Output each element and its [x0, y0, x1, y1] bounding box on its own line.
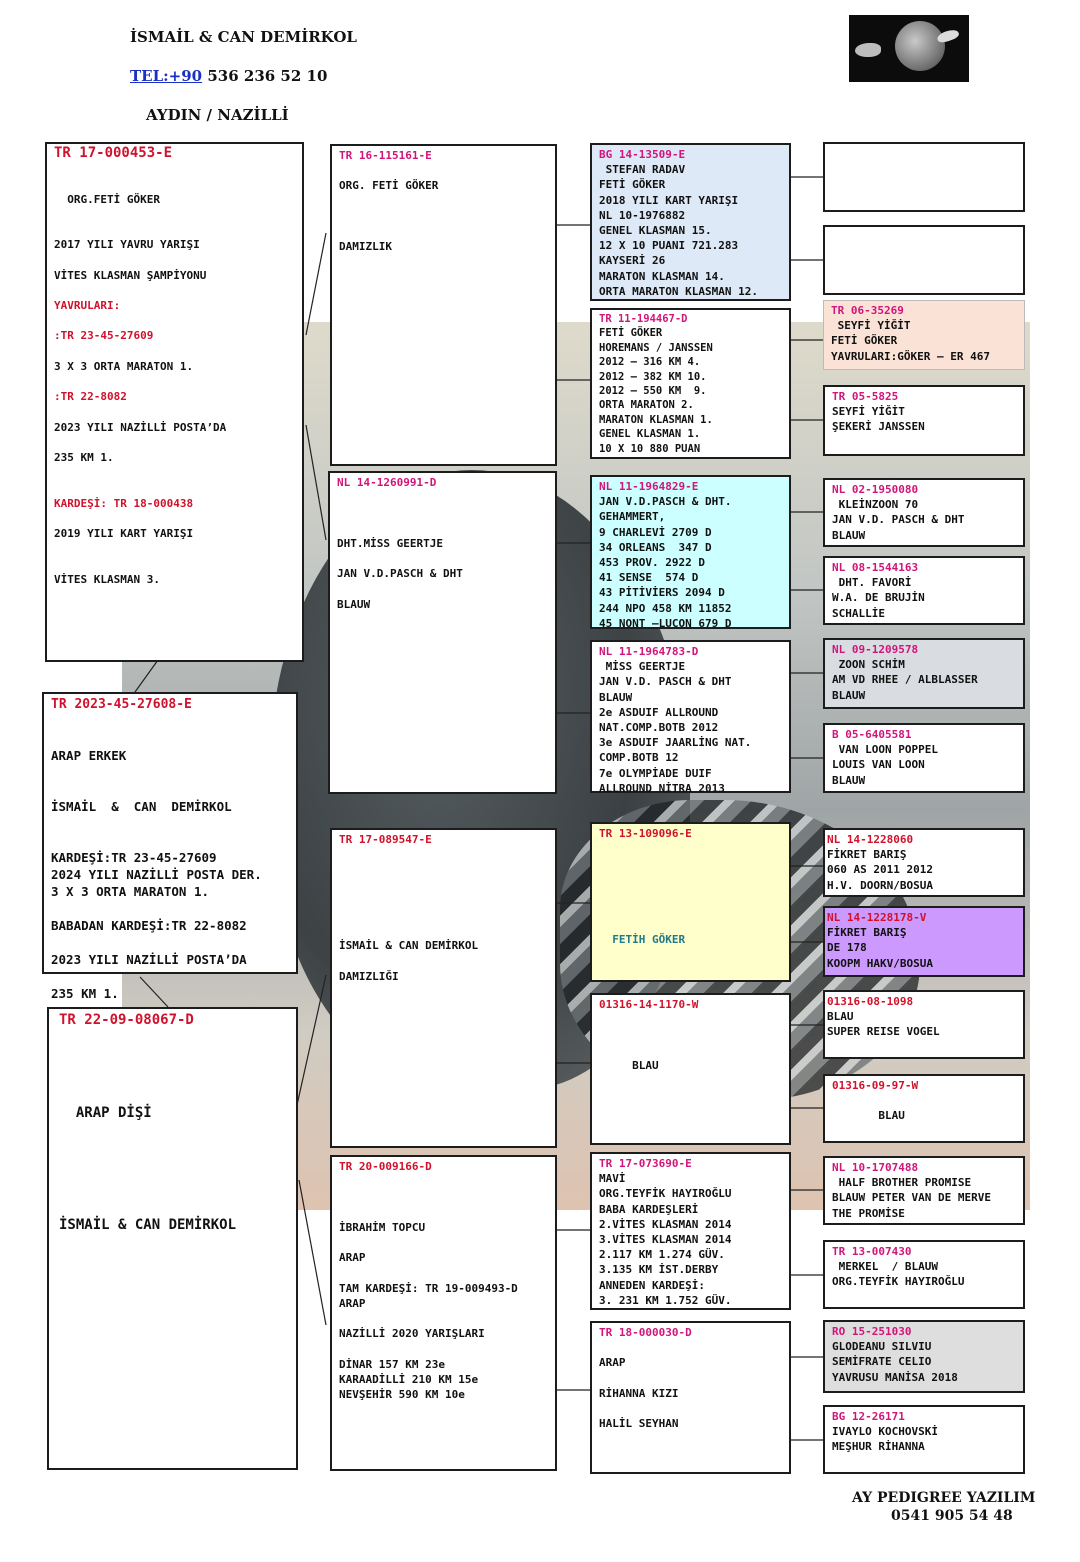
card-line [54, 207, 295, 222]
footer-software: AY PEDIGREE YAZILIM [852, 1490, 1036, 1506]
phone-number: 536 236 52 10 [202, 67, 328, 85]
location: AYDIN / NAZİLLİ [146, 106, 289, 124]
card-line: DE 178 [827, 941, 867, 955]
card-line [337, 581, 548, 596]
ring-number: 01316-14-1170-W [599, 998, 699, 1011]
sire-card [330, 144, 557, 466]
card-lines [832, 1424, 1016, 1454]
card-line: GEHAMMERT, [599, 510, 666, 524]
card-line: FETİ GÖKER [599, 178, 666, 192]
card-line: ARAP [339, 1296, 366, 1310]
card-line [339, 209, 548, 224]
card-line [54, 222, 295, 237]
card-line: 235 KM 1. [54, 451, 114, 465]
card-line: 2.117 KM 1.274 GÜV. [599, 1248, 725, 1262]
dam-card [328, 471, 557, 794]
ring-number: TR 16-115161-E [339, 149, 432, 162]
card-line: 2017 YILI YAVRU YARIŞI [54, 238, 200, 252]
card-line [599, 1012, 782, 1027]
card-line [599, 1401, 782, 1416]
card-line: ARAP DİŞİ [59, 1104, 152, 1121]
ring-number: TR 22-09-08067-D [59, 1012, 194, 1028]
card-line: VAN LOON POPPEL [832, 743, 938, 757]
card-line [832, 1093, 1016, 1108]
subject-sire-card [45, 142, 304, 662]
card-line [54, 344, 295, 359]
grandparent-card [590, 822, 791, 982]
card-line: 2023 YILI NAZİLLİ POSTA’DA [51, 952, 247, 967]
card-line [54, 374, 295, 389]
card-line [339, 194, 548, 209]
card-line: MAVİ [599, 1172, 626, 1186]
card-lines [832, 575, 1016, 621]
subject-card [42, 692, 298, 1001]
card-line: ARAP ERKEK [51, 748, 127, 763]
card-line: 2018 YILI KART YARIŞI [599, 193, 739, 207]
card-line: 3.135 KM İST.DERBY [599, 1263, 719, 1277]
ring-number-text: TR 13-109096-E [599, 827, 692, 840]
card-line [51, 968, 289, 985]
card-lines [599, 659, 782, 796]
card-line: KAYSERİ 26 [599, 254, 666, 268]
great-grandparent-card [823, 478, 1025, 547]
great-grandparent-card [823, 638, 1025, 709]
ring-number: TR 13-007430 [832, 1245, 912, 1258]
card-line: BLAU [832, 1109, 905, 1123]
card-lines [599, 1171, 782, 1308]
card-lines [832, 497, 1016, 543]
card-line [339, 1341, 548, 1356]
card-line: DAMIZLIK [339, 240, 392, 254]
card-line [599, 887, 782, 902]
card-line: RİHANNA KIZI [599, 1386, 679, 1400]
card-line: HOREMANS / JANSSEN [599, 341, 713, 354]
card-line [599, 841, 782, 856]
card-line: KARDEŞİ: TR 18-000438 [54, 496, 194, 510]
card-line: MARATON KLASMAN 14. [599, 269, 725, 283]
card-line: ANNEDEN KARDEŞİ: [599, 1278, 705, 1292]
ring-number [599, 826, 782, 841]
card-line: TAM KARDEŞİ: TR 19-009493-D [339, 1281, 518, 1295]
card-line [339, 1311, 548, 1326]
sire-card [330, 828, 557, 1148]
card-line: BLAUW [832, 528, 866, 542]
card-lines [599, 494, 782, 631]
card-line [59, 1160, 289, 1179]
card-line: VİTES KLASMAN 3. [54, 572, 160, 586]
card-lines [832, 657, 1016, 703]
card-line: BLAUW [832, 688, 866, 702]
card-line: 2012 – 550 KM 9. [599, 385, 707, 398]
card-line: 10 X 10 880 PUAN [599, 442, 701, 455]
ring-number: TR 20-009166-D [339, 1160, 432, 1173]
card-line: 2.VİTES KLASMAN 2014 [599, 1217, 732, 1231]
great-grandparent-card [823, 723, 1025, 793]
card-line [339, 163, 548, 178]
ring-number: TR 11-194467-D [599, 313, 688, 325]
card-line [599, 1371, 782, 1386]
grandparent-card [590, 640, 791, 793]
card-line [339, 878, 548, 893]
card-line: THE PROMİSE [832, 1206, 905, 1220]
card-line [337, 551, 548, 566]
card-line [339, 847, 548, 862]
great-grandparent-card-empty [823, 142, 1025, 212]
card-line: FİKRET BARIŞ [827, 848, 907, 862]
card-line [599, 917, 782, 932]
ring-number: NL 11-1964829-E [599, 480, 699, 493]
great-grandparent-card [823, 1156, 1025, 1225]
card-line: 235 KM 1. [51, 986, 119, 1001]
card-line: NEVŞEHİR 590 KM 10e [339, 1388, 465, 1402]
ring-number: 01316-08-1098 [827, 995, 914, 1008]
great-grandparent-card [823, 1320, 1025, 1393]
card-lines [54, 161, 295, 587]
card-line [54, 161, 295, 176]
card-line [339, 224, 548, 239]
card-line [54, 252, 295, 267]
card-line: SEYFİ YİĞİT [831, 319, 911, 333]
card-line [599, 1340, 782, 1355]
card-line: BLAUW [599, 690, 633, 704]
subject-dam-card [47, 1007, 298, 1470]
ring-number: TR 06-35269 [831, 304, 904, 317]
card-line [337, 505, 548, 520]
card-line [337, 521, 548, 536]
card-line: 43 PİTİVİERS 2094 D [599, 586, 725, 600]
card-line: 3e ASDUIF JAARLİNG NAT. [599, 736, 752, 750]
card-lines [827, 925, 1016, 971]
card-line [54, 283, 295, 298]
card-line: İSMAİL & CAN DEMİRKOL [51, 799, 232, 814]
ring-number: BG 12-26171 [832, 1410, 905, 1423]
ring-number: NL 08-1544163 [832, 561, 919, 574]
card-line [599, 1027, 782, 1042]
card-line [54, 435, 295, 450]
card-line: YAVRUSU MANİSA 2018 [832, 1370, 958, 1384]
ring-number: TR 05-5825 [832, 390, 899, 403]
card-line: ORG.TEYFİK HAYIROĞLU [832, 1275, 965, 1289]
card-line: NAT.COMP.BOTB 2012 [599, 721, 719, 735]
card-line: BLAUW PETER VAN DE MERVE [832, 1191, 991, 1205]
card-line: JAN V.D. PASCH & DHT [832, 513, 965, 527]
card-line: DHT. FAVORİ [832, 576, 912, 590]
card-line [51, 934, 289, 951]
card-lines [827, 1009, 1016, 1039]
ring-number: NL 02-1950080 [832, 483, 919, 496]
card-line: 2012 – 316 KM 4. [599, 356, 701, 369]
card-line: 12 X 10 PUANI 721.283 [599, 239, 739, 253]
card-line: MİSS GEERTJE [599, 660, 686, 674]
great-grandparent-card-empty [823, 225, 1025, 295]
ring-number: 01316-09-97-W [832, 1079, 919, 1092]
phone-line [130, 67, 327, 85]
card-line [54, 541, 295, 556]
card-lines [599, 326, 782, 456]
great-grandparent-card [823, 906, 1025, 977]
card-line: YAVRULARI:GÖKER – ER 467 [831, 349, 990, 363]
card-line: BABA KARDEŞLERİ [599, 1202, 699, 1216]
great-grandparent-card [823, 385, 1025, 456]
card-line: W.A. DE BRUJİN [832, 591, 925, 605]
card-line [51, 730, 289, 747]
card-line: 060 AS 2011 2012 [827, 863, 933, 877]
card-line: 2023 YILI NAZİLLİ POSTA’DA [54, 420, 227, 434]
card-line: STEFAN RADAV [599, 163, 686, 177]
card-lines [832, 404, 1016, 434]
card-line: 2019 YILI KART YARIŞI [54, 527, 194, 541]
card-line [51, 832, 289, 849]
card-line [59, 1141, 289, 1160]
card-line: KLEİNZOON 70 [832, 498, 919, 512]
card-line [599, 872, 782, 887]
card-lines [339, 163, 548, 254]
ring-number: RO 15-251030 [832, 1325, 912, 1338]
card-line: DHT.MİSS GEERTJE [337, 536, 443, 550]
card-line: BLAUW [337, 597, 371, 611]
card-lines [832, 1175, 1016, 1221]
grandparent-card [590, 1152, 791, 1310]
card-line: ALLROUND NİTRA 2013 [599, 781, 725, 795]
card-line: 3.VİTES KLASMAN 2014 [599, 1233, 732, 1247]
card-line: ORG. FETİ GÖKER [339, 179, 439, 193]
card-lines [337, 490, 548, 612]
grandparent-card [590, 993, 791, 1145]
card-line: ORG.TEYFİK HAYIROĞLU [599, 1187, 732, 1201]
card-line [59, 1048, 289, 1067]
dam-card [330, 1155, 557, 1471]
card-line: BLAU [599, 1058, 659, 1072]
card-line: ARAP [339, 1251, 366, 1265]
card-line: NL 10-1976882 [599, 208, 686, 222]
owner-name: İSMAİL & CAN DEMİRKOL [130, 28, 357, 46]
card-line: YAVRULARI: [54, 299, 121, 313]
card-line: GENEL KLASMAN 1. [599, 428, 701, 441]
card-line: ŞEKERİ JANSSEN [832, 420, 925, 434]
card-line: ARAP [599, 1356, 626, 1370]
card-line: JAN V.D.PASCH & DHT [337, 567, 463, 581]
ring-number: NL 10-1707488 [832, 1161, 919, 1174]
card-line: H.V. DOORN/BOSUA [827, 878, 933, 892]
footer-phone: 0541 905 54 48 [891, 1508, 1013, 1524]
great-grandparent-card [823, 1405, 1025, 1474]
card-line: FETİH GÖKER [599, 933, 686, 947]
card-lines [827, 847, 1016, 893]
card-line [339, 1205, 548, 1220]
ring-number: NL 14-1228178-V [827, 911, 927, 924]
card-line: 2e ASDUIF ALLROUND [599, 705, 719, 719]
card-line: AM VD RHEE / ALBLASSER [832, 673, 978, 687]
card-line [54, 404, 295, 419]
ring-number: NL 14-1228060 [827, 833, 914, 846]
card-line [54, 176, 295, 191]
card-line: DAMIZLIĞI [339, 969, 399, 983]
card-line: VİTES KLASMAN ŞAMPİYONU [54, 268, 207, 282]
ring-number: BG 14-13509-E [599, 148, 686, 161]
card-line: SEMİFRATE CELIO [832, 1355, 932, 1369]
card-line [54, 313, 295, 328]
card-line: 3 X 3 ORTA MARATON 1. [51, 884, 210, 899]
card-line [59, 1067, 289, 1086]
card-lines [59, 1030, 289, 1235]
ring-number: NL 11-1964783-D [599, 645, 699, 658]
card-line: HALF BROTHER PROMISE [832, 1176, 972, 1190]
card-line: HALİL SEYHAN [599, 1417, 679, 1431]
card-line [59, 1123, 289, 1142]
card-lines [832, 1093, 1016, 1123]
card-line: KARAADİLLİ 210 KM 15e [339, 1372, 479, 1386]
card-line [51, 764, 289, 781]
grandparent-card [590, 143, 791, 301]
card-line: 3. 231 KM 1.752 GÜV. [599, 1293, 732, 1307]
card-line [599, 902, 782, 917]
card-lines [599, 162, 782, 299]
grandparent-card [590, 475, 791, 629]
card-line: KOOPM HAKV/BOSUA [827, 956, 933, 970]
card-line: 7e OLYMPİADE DUIF [599, 766, 712, 780]
card-line: BLAU [827, 1010, 854, 1024]
card-line: :TR 23-45-27609 [54, 329, 154, 343]
great-grandparent-card [823, 556, 1025, 625]
card-line [59, 1178, 289, 1197]
card-line: ORG.FETİ GÖKER [54, 192, 160, 206]
card-line [54, 511, 295, 526]
card-line: İSMAİL & CAN DEMİRKOL [339, 939, 479, 953]
card-line: 3 X 3 ORTA MARATON 1. [54, 359, 194, 373]
card-line [59, 1197, 289, 1216]
card-line [51, 713, 289, 730]
card-lines [599, 841, 782, 947]
card-lines [339, 847, 548, 984]
ring-number: NL 14-1260991-D [337, 476, 437, 489]
card-lines [832, 1339, 1016, 1385]
card-lines [599, 1340, 782, 1431]
card-line [339, 1235, 548, 1250]
ring-number: NL 09-1209578 [832, 643, 919, 656]
card-line: 34 ORLEANS 347 D [599, 540, 712, 554]
card-line: GENEL KLASMAN 15. [599, 224, 712, 238]
great-grandparent-card [823, 300, 1025, 370]
card-lines [599, 1012, 782, 1073]
card-line: SCHALLİE [832, 606, 885, 620]
card-lines [51, 713, 289, 1002]
card-line [339, 954, 548, 969]
ring-number: TR 17-089547-E [339, 833, 432, 846]
great-grandparent-card [823, 1074, 1025, 1143]
card-line: 2012 – 382 KM 10. [599, 370, 707, 383]
card-line: :TR 22-8082 [54, 390, 127, 404]
card-line: JAN V.D. PASCH & DHT [599, 675, 732, 689]
card-line: İBRAHİM TOPCU [339, 1220, 426, 1234]
card-line: İSMAİL & CAN DEMİRKOL [59, 1216, 237, 1233]
card-line [339, 1174, 548, 1189]
card-line [339, 1265, 548, 1280]
card-line: BLAUW [832, 773, 866, 787]
card-line: SEYFİ YİĞİT [832, 405, 905, 419]
card-line [339, 908, 548, 923]
card-line: MARATON KLASMAN 1. [599, 413, 713, 426]
card-line [54, 556, 295, 571]
card-line [339, 1189, 548, 1204]
card-line: GLODEANU SILVIU [832, 1340, 932, 1354]
card-line: FETİ GÖKER [831, 334, 898, 348]
card-line [339, 862, 548, 877]
card-line: 2024 YILI NAZİLLİ POSTA DER. [51, 867, 262, 882]
card-line: MERKEL / BLAUW [832, 1260, 938, 1274]
logo-image [849, 15, 969, 82]
card-line [51, 815, 289, 832]
card-line: ZOON SCHİM [832, 658, 905, 672]
card-line: COMP.BOTB 12 [599, 751, 679, 765]
card-line: FİKRET BARIŞ [827, 926, 907, 940]
card-line: 45 NONT –LUCON 679 D [599, 616, 732, 630]
card-line [54, 465, 295, 480]
card-line: 244 NPO 458 KM 11852 [599, 601, 732, 615]
grandparent-card [590, 308, 791, 459]
card-line [599, 1043, 782, 1058]
card-lines [832, 1259, 1016, 1289]
card-line [51, 781, 289, 798]
card-line [339, 923, 548, 938]
card-line: JAN V.D.PASCH & DHT. [599, 495, 732, 509]
card-line [54, 480, 295, 495]
great-grandparent-card [823, 990, 1025, 1059]
card-line [339, 893, 548, 908]
card-line [59, 1030, 289, 1049]
card-line: NAZİLLİ 2020 YARIŞLARI [339, 1327, 485, 1341]
card-lines [832, 742, 1016, 788]
card-line: DİNAR 157 KM 23e [339, 1357, 445, 1371]
card-line [59, 1085, 289, 1104]
card-line: 453 PROV. 2922 D [599, 556, 705, 570]
card-line: ORTA MARATON KLASMAN 12. [599, 284, 758, 298]
great-grandparent-card [823, 828, 1025, 897]
card-lines [831, 318, 1017, 364]
card-line [337, 490, 548, 505]
ring-number: TR 2023-45-27608-E [51, 697, 192, 712]
card-line: KARDEŞİ:TR 23-45-27609 [51, 850, 217, 865]
card-line [599, 856, 782, 871]
card-line: SUPER REISE VOGEL [827, 1025, 940, 1039]
great-grandparent-card [823, 1240, 1025, 1309]
card-line: 9 CHARLEVİ 2709 D [599, 525, 712, 539]
ring-number: B 05-6405581 [832, 728, 912, 741]
logo-moon-icon [895, 21, 945, 71]
card-line: FETİ GÖKER [599, 327, 663, 340]
card-line: LOUIS VAN LOON [832, 758, 925, 772]
phone-link[interactable]: TEL:+90 [130, 67, 203, 85]
card-line: IVAYLO KOCHOVSKİ [832, 1425, 938, 1439]
card-line: MEŞHUR RİHANNA [832, 1440, 925, 1454]
logo-pigeon-icon [855, 43, 881, 57]
card-line: ORTA MARATON 2. [599, 399, 694, 412]
ring-number: TR 17-000453-E [54, 145, 173, 161]
ring-number: TR 17-073690-E [599, 1157, 692, 1170]
card-line [51, 900, 289, 917]
grandparent-card [590, 1321, 791, 1474]
card-lines [339, 1174, 548, 1402]
card-line: 41 SENSE 574 D [599, 571, 699, 585]
card-line: BABADAN KARDEŞİ:TR 22-8082 [51, 918, 247, 933]
ring-number: TR 18-000030-D [599, 1326, 692, 1339]
